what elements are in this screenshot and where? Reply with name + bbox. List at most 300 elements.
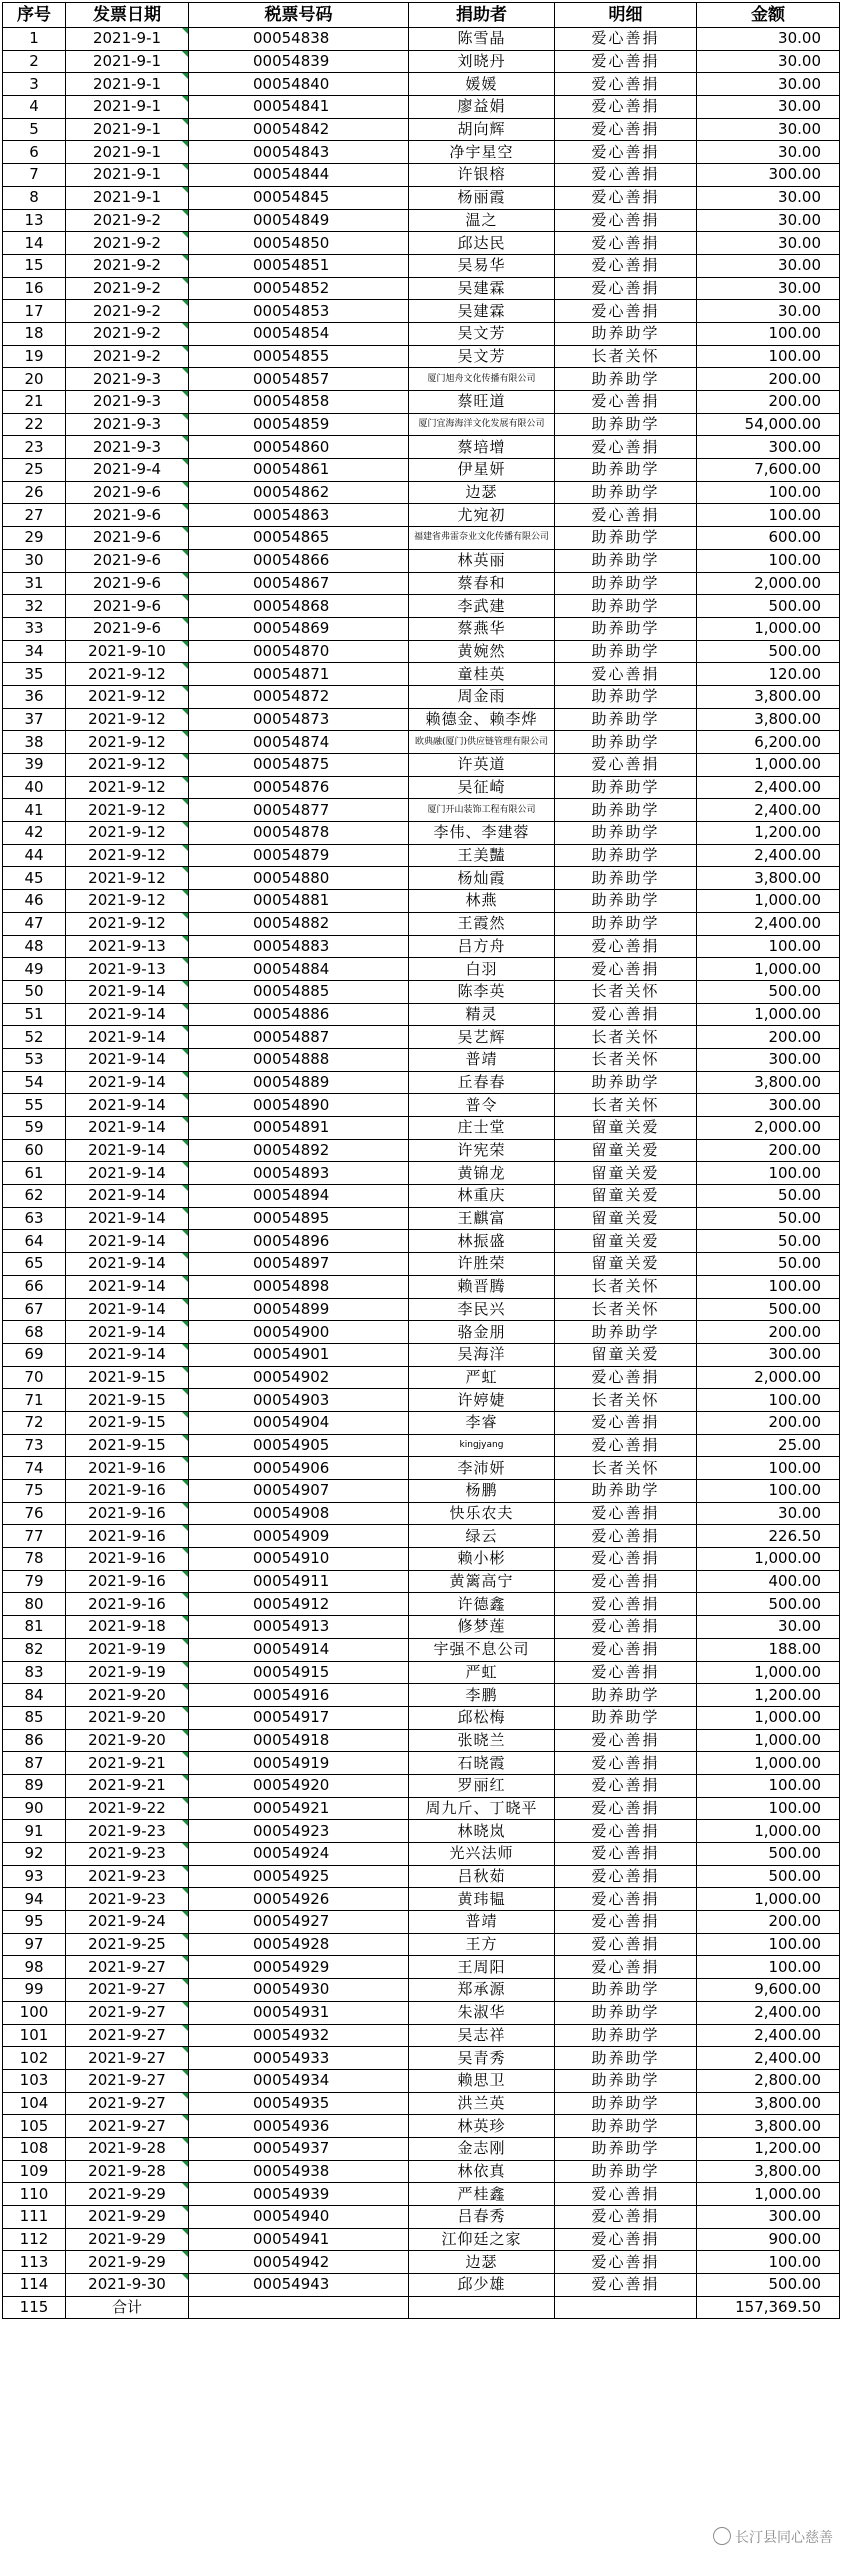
cell-date: 2021-9-23 (66, 1865, 189, 1888)
cell-amount: 100.00 (697, 2251, 840, 2274)
cell-detail: 爱心善捐 (555, 209, 697, 232)
cell-donor: 温之 (409, 209, 555, 232)
cell-donor: 陈雪晶 (409, 28, 555, 51)
cell-amount: 2,400.00 (697, 2001, 840, 2024)
cell-detail: 爱心善捐 (555, 1865, 697, 1888)
cell-donor: 杨灿霞 (409, 867, 555, 890)
cell-seq: 63 (3, 1207, 66, 1230)
cell-tax-number: 00054934 (189, 2069, 409, 2092)
cell-amount: 300.00 (697, 164, 840, 187)
header-date: 发票日期 (66, 3, 189, 28)
table-row (3, 413, 840, 436)
cell-tax-number: 00054861 (189, 459, 409, 482)
cell-date: 2021-9-1 (66, 141, 189, 164)
cell-date: 2021-9-6 (66, 504, 189, 527)
cell-donor: 周九斤、丁晓平 (409, 1797, 555, 1820)
cell-seq: 16 (3, 277, 66, 300)
cell-amount: 1,000.00 (697, 617, 840, 640)
cell-detail: 长者关怀 (555, 1298, 697, 1321)
header-donor: 捐助者 (409, 3, 555, 28)
cell-amount: 30.00 (697, 96, 840, 119)
cell-date: 2021-9-2 (66, 277, 189, 300)
cell-date: 2021-9-14 (66, 1026, 189, 1049)
cell-detail: 长者关怀 (555, 345, 697, 368)
cell-detail: 爱心善捐 (555, 1525, 697, 1548)
cell-detail: 爱心善捐 (555, 1933, 697, 1956)
cell-tax-number: 00054869 (189, 617, 409, 640)
cell-amount: 1,200.00 (697, 1684, 840, 1707)
cell-date: 2021-9-24 (66, 1911, 189, 1934)
cell-seq: 90 (3, 1797, 66, 1820)
cell-donor: 林英丽 (409, 549, 555, 572)
cell-donor: 吴建霖 (409, 277, 555, 300)
cell-detail: 爱心善捐 (555, 1434, 697, 1457)
table-row (3, 254, 840, 277)
cell-amount: 30.00 (697, 50, 840, 73)
cell-seq: 46 (3, 890, 66, 913)
cell-donor: 郑承源 (409, 1979, 555, 2002)
cell-tax-number: 00054891 (189, 1117, 409, 1140)
cell-amount: 30.00 (697, 141, 840, 164)
cell-amount: 30.00 (697, 1502, 840, 1525)
cell-tax-number: 00054866 (189, 549, 409, 572)
cell-detail: 爱心善捐 (555, 277, 697, 300)
cell-donor: 李伟、李建蓉 (409, 822, 555, 845)
cell-detail: 留童关爱 (555, 1253, 697, 1276)
cell-donor: 吕春秀 (409, 2206, 555, 2229)
cell-amount: 500.00 (697, 980, 840, 1003)
cell-tax-number: 00054908 (189, 1502, 409, 1525)
cell-donor: 吕方舟 (409, 935, 555, 958)
cell-seq: 73 (3, 1434, 66, 1457)
cell-donor: 宇强不息公司 (409, 1638, 555, 1661)
cell-date: 2021-9-14 (66, 980, 189, 1003)
cell-tax-number: 00054882 (189, 912, 409, 935)
cell-date: 2021-9-15 (66, 1389, 189, 1412)
cell-amount: 300.00 (697, 2206, 840, 2229)
cell-seq: 81 (3, 1616, 66, 1639)
cell-detail: 助养助学 (555, 1979, 697, 2002)
cell-tax-number: 00054931 (189, 2001, 409, 2024)
donation-table (2, 2, 840, 2319)
cell-tax-number: 00054897 (189, 1253, 409, 1276)
cell-amount: 2,400.00 (697, 844, 840, 867)
cell-tax-number: 00054851 (189, 254, 409, 277)
cell-amount: 30.00 (697, 28, 840, 51)
cell-amount: 3,800.00 (697, 2115, 840, 2138)
cell-date: 2021-9-6 (66, 527, 189, 550)
cell-donor: 蔡燕华 (409, 617, 555, 640)
cell-date: 2021-9-3 (66, 391, 189, 414)
cell-tax-number: 00054874 (189, 731, 409, 754)
cell-tax-number: 00054889 (189, 1071, 409, 1094)
cell-seq: 71 (3, 1389, 66, 1412)
table-row (3, 504, 840, 527)
table-row (3, 844, 840, 867)
cell-seq: 6 (3, 141, 66, 164)
cell-date: 2021-9-3 (66, 413, 189, 436)
cell-date: 2021-9-15 (66, 1434, 189, 1457)
cell-donor: 黄篱高宁 (409, 1570, 555, 1593)
cell-tax-number: 00054907 (189, 1480, 409, 1503)
cell-seq: 2 (3, 50, 66, 73)
cell-detail: 长者关怀 (555, 1457, 697, 1480)
header-amount: 金额 (697, 3, 840, 28)
cell-donor: 李鹏 (409, 1684, 555, 1707)
cell-tax-number: 00054892 (189, 1139, 409, 1162)
cell-amount: 100.00 (697, 481, 840, 504)
cell-tax-number: 00054925 (189, 1865, 409, 1888)
cell-date: 2021-9-27 (66, 2115, 189, 2138)
cell-date: 2021-9-15 (66, 1366, 189, 1389)
cell-donor: 吴文芳 (409, 345, 555, 368)
cell-donor: 光兴法师 (409, 1843, 555, 1866)
table-row (3, 164, 840, 187)
cell-detail: 助养助学 (555, 844, 697, 867)
cell-tax-number: 00054903 (189, 1389, 409, 1412)
cell-date: 2021-9-19 (66, 1661, 189, 1684)
cell-date: 2021-9-14 (66, 1162, 189, 1185)
cell-donor: 福建省弗雷奈业文化传播有限公司 (409, 527, 555, 550)
cell-date: 2021-9-20 (66, 1729, 189, 1752)
cell-seq: 35 (3, 663, 66, 686)
cell-detail: 助养助学 (555, 322, 697, 345)
cell-donor: 许婷婕 (409, 1389, 555, 1412)
table-row (3, 1525, 840, 1548)
cell-date: 2021-9-16 (66, 1593, 189, 1616)
cell-seq: 61 (3, 1162, 66, 1185)
table-row (3, 73, 840, 96)
cell-seq: 5 (3, 118, 66, 141)
cell-date: 2021-9-27 (66, 2092, 189, 2115)
cell-detail: 爱心善捐 (555, 73, 697, 96)
cell-tax-number: 00054900 (189, 1321, 409, 1344)
cell-date: 2021-9-16 (66, 1502, 189, 1525)
cell-tax-number: 00054905 (189, 1434, 409, 1457)
cell-donor: 庄士堂 (409, 1117, 555, 1140)
cell-tax-number: 00054898 (189, 1275, 409, 1298)
cell-amount: 100.00 (697, 1389, 840, 1412)
cell-amount: 2,000.00 (697, 572, 840, 595)
cell-seq: 87 (3, 1752, 66, 1775)
cell-date: 2021-9-27 (66, 1956, 189, 1979)
cell-seq: 89 (3, 1774, 66, 1797)
cell-amount: 100.00 (697, 1457, 840, 1480)
cell-amount: 1,000.00 (697, 1729, 840, 1752)
cell-seq: 95 (3, 1911, 66, 1934)
cell-seq: 21 (3, 391, 66, 414)
cell-detail: 助养助学 (555, 776, 697, 799)
cell-date: 2021-9-12 (66, 685, 189, 708)
cell-detail: 助养助学 (555, 685, 697, 708)
table-row (3, 1162, 840, 1185)
cell-seq: 114 (3, 2274, 66, 2297)
cell-detail: 助养助学 (555, 2137, 697, 2160)
cell-tax-number: 00054904 (189, 1411, 409, 1434)
cell-donor: 石晓霞 (409, 1752, 555, 1775)
cell-seq: 1 (3, 28, 66, 51)
cell-date: 2021-9-6 (66, 617, 189, 640)
cell-amount: 200.00 (697, 1411, 840, 1434)
cell-amount: 3,800.00 (697, 708, 840, 731)
cell-date: 2021-9-3 (66, 436, 189, 459)
table-row (3, 1457, 840, 1480)
table-row (3, 2160, 840, 2183)
cell-donor: 蔡旺道 (409, 391, 555, 414)
cell-donor: 蔡春和 (409, 572, 555, 595)
cell-date: 2021-9-29 (66, 2228, 189, 2251)
cell-seq: 67 (3, 1298, 66, 1321)
cell-tax-number: 00054935 (189, 2092, 409, 2115)
total-label: 合计 (66, 2296, 189, 2319)
cell-donor: 厦门旭舟文化传播有限公司 (409, 368, 555, 391)
cell-amount: 100.00 (697, 1774, 840, 1797)
cell-donor: 王方 (409, 1933, 555, 1956)
cell-donor: 林晓岚 (409, 1820, 555, 1843)
cell-seq: 72 (3, 1411, 66, 1434)
table-row (3, 209, 840, 232)
cell-amount: 3,800.00 (697, 2092, 840, 2115)
cell-detail: 爱心善捐 (555, 2274, 697, 2297)
cell-detail: 助养助学 (555, 549, 697, 572)
cell-seq: 104 (3, 2092, 66, 2115)
table-row (3, 685, 840, 708)
cell-date: 2021-9-12 (66, 912, 189, 935)
cell-date: 2021-9-20 (66, 1706, 189, 1729)
total-empty-cell (409, 2296, 555, 2319)
cell-tax-number: 00054877 (189, 799, 409, 822)
cell-date: 2021-9-29 (66, 2251, 189, 2274)
watermark (713, 2527, 833, 2547)
header-row (3, 3, 840, 28)
cell-amount: 100.00 (697, 1933, 840, 1956)
cell-detail: 爱心善捐 (555, 254, 697, 277)
cell-detail: 爱心善捐 (555, 1616, 697, 1639)
cell-detail: 助养助学 (555, 2069, 697, 2092)
cell-date: 2021-9-6 (66, 572, 189, 595)
cell-detail: 长者关怀 (555, 1026, 697, 1049)
cell-date: 2021-9-14 (66, 1275, 189, 1298)
watermark-text: 长汀县同心慈善 (735, 2530, 833, 2546)
cell-date: 2021-9-2 (66, 232, 189, 255)
cell-seq: 76 (3, 1502, 66, 1525)
cell-donor: 杨鹏 (409, 1480, 555, 1503)
table-row (3, 1933, 840, 1956)
cell-detail: 爱心善捐 (555, 232, 697, 255)
cell-detail: 助养助学 (555, 617, 697, 640)
table-row (3, 1117, 840, 1140)
table-row (3, 1888, 840, 1911)
cell-amount: 25.00 (697, 1434, 840, 1457)
cell-donor: 廖益娟 (409, 96, 555, 119)
cell-amount: 2,400.00 (697, 776, 840, 799)
cell-date: 2021-9-6 (66, 595, 189, 618)
cell-amount: 200.00 (697, 1911, 840, 1934)
cell-seq: 36 (3, 685, 66, 708)
cell-date: 2021-9-3 (66, 368, 189, 391)
cell-seq: 41 (3, 799, 66, 822)
cell-date: 2021-9-13 (66, 935, 189, 958)
cell-tax-number: 00054895 (189, 1207, 409, 1230)
cell-detail: 爱心善捐 (555, 96, 697, 119)
cell-tax-number: 00054865 (189, 527, 409, 550)
cell-tax-number: 00054937 (189, 2137, 409, 2160)
table-row (3, 1843, 840, 1866)
table-row (3, 1389, 840, 1412)
cell-detail: 助养助学 (555, 912, 697, 935)
cell-tax-number: 00054857 (189, 368, 409, 391)
cell-tax-number: 00054893 (189, 1162, 409, 1185)
cell-seq: 83 (3, 1661, 66, 1684)
cell-detail: 爱心善捐 (555, 186, 697, 209)
cell-tax-number: 00054883 (189, 935, 409, 958)
cell-donor: 精灵 (409, 1003, 555, 1026)
cell-amount: 500.00 (697, 1865, 840, 1888)
table-row (3, 1502, 840, 1525)
cell-detail: 爱心善捐 (555, 1661, 697, 1684)
cell-donor: 王麒富 (409, 1207, 555, 1230)
cell-seq: 8 (3, 186, 66, 209)
cell-detail: 长者关怀 (555, 1275, 697, 1298)
table-row (3, 1956, 840, 1979)
cell-detail: 助养助学 (555, 595, 697, 618)
cell-donor: 洪兰英 (409, 2092, 555, 2115)
cell-seq: 3 (3, 73, 66, 96)
cell-seq: 74 (3, 1457, 66, 1480)
cell-seq: 13 (3, 209, 66, 232)
cell-tax-number: 00054917 (189, 1706, 409, 1729)
cell-donor: 张晓兰 (409, 1729, 555, 1752)
cell-date: 2021-9-6 (66, 481, 189, 504)
cell-amount: 30.00 (697, 300, 840, 323)
cell-detail: 留童关爱 (555, 1343, 697, 1366)
cell-donor: 林振盛 (409, 1230, 555, 1253)
cell-tax-number: 00054936 (189, 2115, 409, 2138)
cell-tax-number: 00054878 (189, 822, 409, 845)
cell-detail: 爱心善捐 (555, 1593, 697, 1616)
cell-detail: 爱心善捐 (555, 1797, 697, 1820)
cell-seq: 94 (3, 1888, 66, 1911)
cell-amount: 400.00 (697, 1570, 840, 1593)
cell-tax-number: 00054852 (189, 277, 409, 300)
cell-seq: 100 (3, 2001, 66, 2024)
table-row (3, 28, 840, 51)
cell-detail: 助养助学 (555, 2024, 697, 2047)
cell-tax-number: 00054932 (189, 2024, 409, 2047)
cell-amount: 2,000.00 (697, 1366, 840, 1389)
cell-donor: 罗丽红 (409, 1774, 555, 1797)
cell-date: 2021-9-12 (66, 822, 189, 845)
cell-donor: 林依真 (409, 2160, 555, 2183)
table-row (3, 300, 840, 323)
cell-tax-number: 00054902 (189, 1366, 409, 1389)
cell-date: 2021-9-30 (66, 2274, 189, 2297)
cell-date: 2021-9-1 (66, 28, 189, 51)
cell-seq: 53 (3, 1048, 66, 1071)
cell-detail: 助养助学 (555, 413, 697, 436)
cell-seq: 66 (3, 1275, 66, 1298)
cell-seq: 75 (3, 1480, 66, 1503)
table-row (3, 1865, 840, 1888)
cell-seq: 32 (3, 595, 66, 618)
table-row (3, 1752, 840, 1775)
cell-tax-number: 00054854 (189, 322, 409, 345)
cell-amount: 100.00 (697, 549, 840, 572)
table-row (3, 867, 840, 890)
cell-detail: 助养助学 (555, 481, 697, 504)
cell-seq: 86 (3, 1729, 66, 1752)
cell-donor: 李沛妍 (409, 1457, 555, 1480)
cell-date: 2021-9-1 (66, 50, 189, 73)
table-row (3, 2206, 840, 2229)
cell-detail: 爱心善捐 (555, 1548, 697, 1571)
cell-seq: 92 (3, 1843, 66, 1866)
cell-donor: 黄玮韫 (409, 1888, 555, 1911)
table-row (3, 1366, 840, 1389)
table-row (3, 2092, 840, 2115)
cell-seq: 110 (3, 2183, 66, 2206)
cell-donor: 林燕 (409, 890, 555, 913)
cell-detail: 爱心善捐 (555, 1729, 697, 1752)
cell-date: 2021-9-2 (66, 254, 189, 277)
cell-tax-number: 00054880 (189, 867, 409, 890)
table-row (3, 1911, 840, 1934)
cell-seq: 93 (3, 1865, 66, 1888)
cell-seq: 4 (3, 96, 66, 119)
cell-tax-number: 00054924 (189, 1843, 409, 1866)
cell-tax-number: 00054876 (189, 776, 409, 799)
cell-tax-number: 00054838 (189, 28, 409, 51)
table-row (3, 912, 840, 935)
cell-donor: 许银榕 (409, 164, 555, 187)
cell-donor: 修梦莲 (409, 1616, 555, 1639)
table-row (3, 1003, 840, 1026)
cell-donor: 吴建霖 (409, 300, 555, 323)
table-row (3, 2069, 840, 2092)
table-row (3, 96, 840, 119)
cell-donor: 周金雨 (409, 685, 555, 708)
cell-donor: kingjyang (409, 1434, 555, 1457)
cell-amount: 200.00 (697, 368, 840, 391)
cell-seq: 109 (3, 2160, 66, 2183)
cell-donor: 吴文芳 (409, 322, 555, 345)
cell-seq: 80 (3, 1593, 66, 1616)
cell-detail: 爱心善捐 (555, 754, 697, 777)
cell-detail: 爱心善捐 (555, 1774, 697, 1797)
table-row (3, 2115, 840, 2138)
cell-tax-number: 00054853 (189, 300, 409, 323)
cell-donor: 吴易华 (409, 254, 555, 277)
cell-donor: 净宇星空 (409, 141, 555, 164)
cell-detail: 爱心善捐 (555, 1911, 697, 1934)
table-row (3, 391, 840, 414)
cell-seq: 25 (3, 459, 66, 482)
cell-seq: 17 (3, 300, 66, 323)
cell-donor: 赖小彬 (409, 1548, 555, 1571)
cell-detail: 助养助学 (555, 1321, 697, 1344)
cell-amount: 1,000.00 (697, 1752, 840, 1775)
table-row (3, 1570, 840, 1593)
cell-seq: 70 (3, 1366, 66, 1389)
table-row (3, 1593, 840, 1616)
table-row (3, 822, 840, 845)
cell-amount: 1,000.00 (697, 1661, 840, 1684)
table-row (3, 2137, 840, 2160)
table-row (3, 1661, 840, 1684)
table-row (3, 1480, 840, 1503)
cell-seq: 31 (3, 572, 66, 595)
cell-detail: 助养助学 (555, 2001, 697, 2024)
